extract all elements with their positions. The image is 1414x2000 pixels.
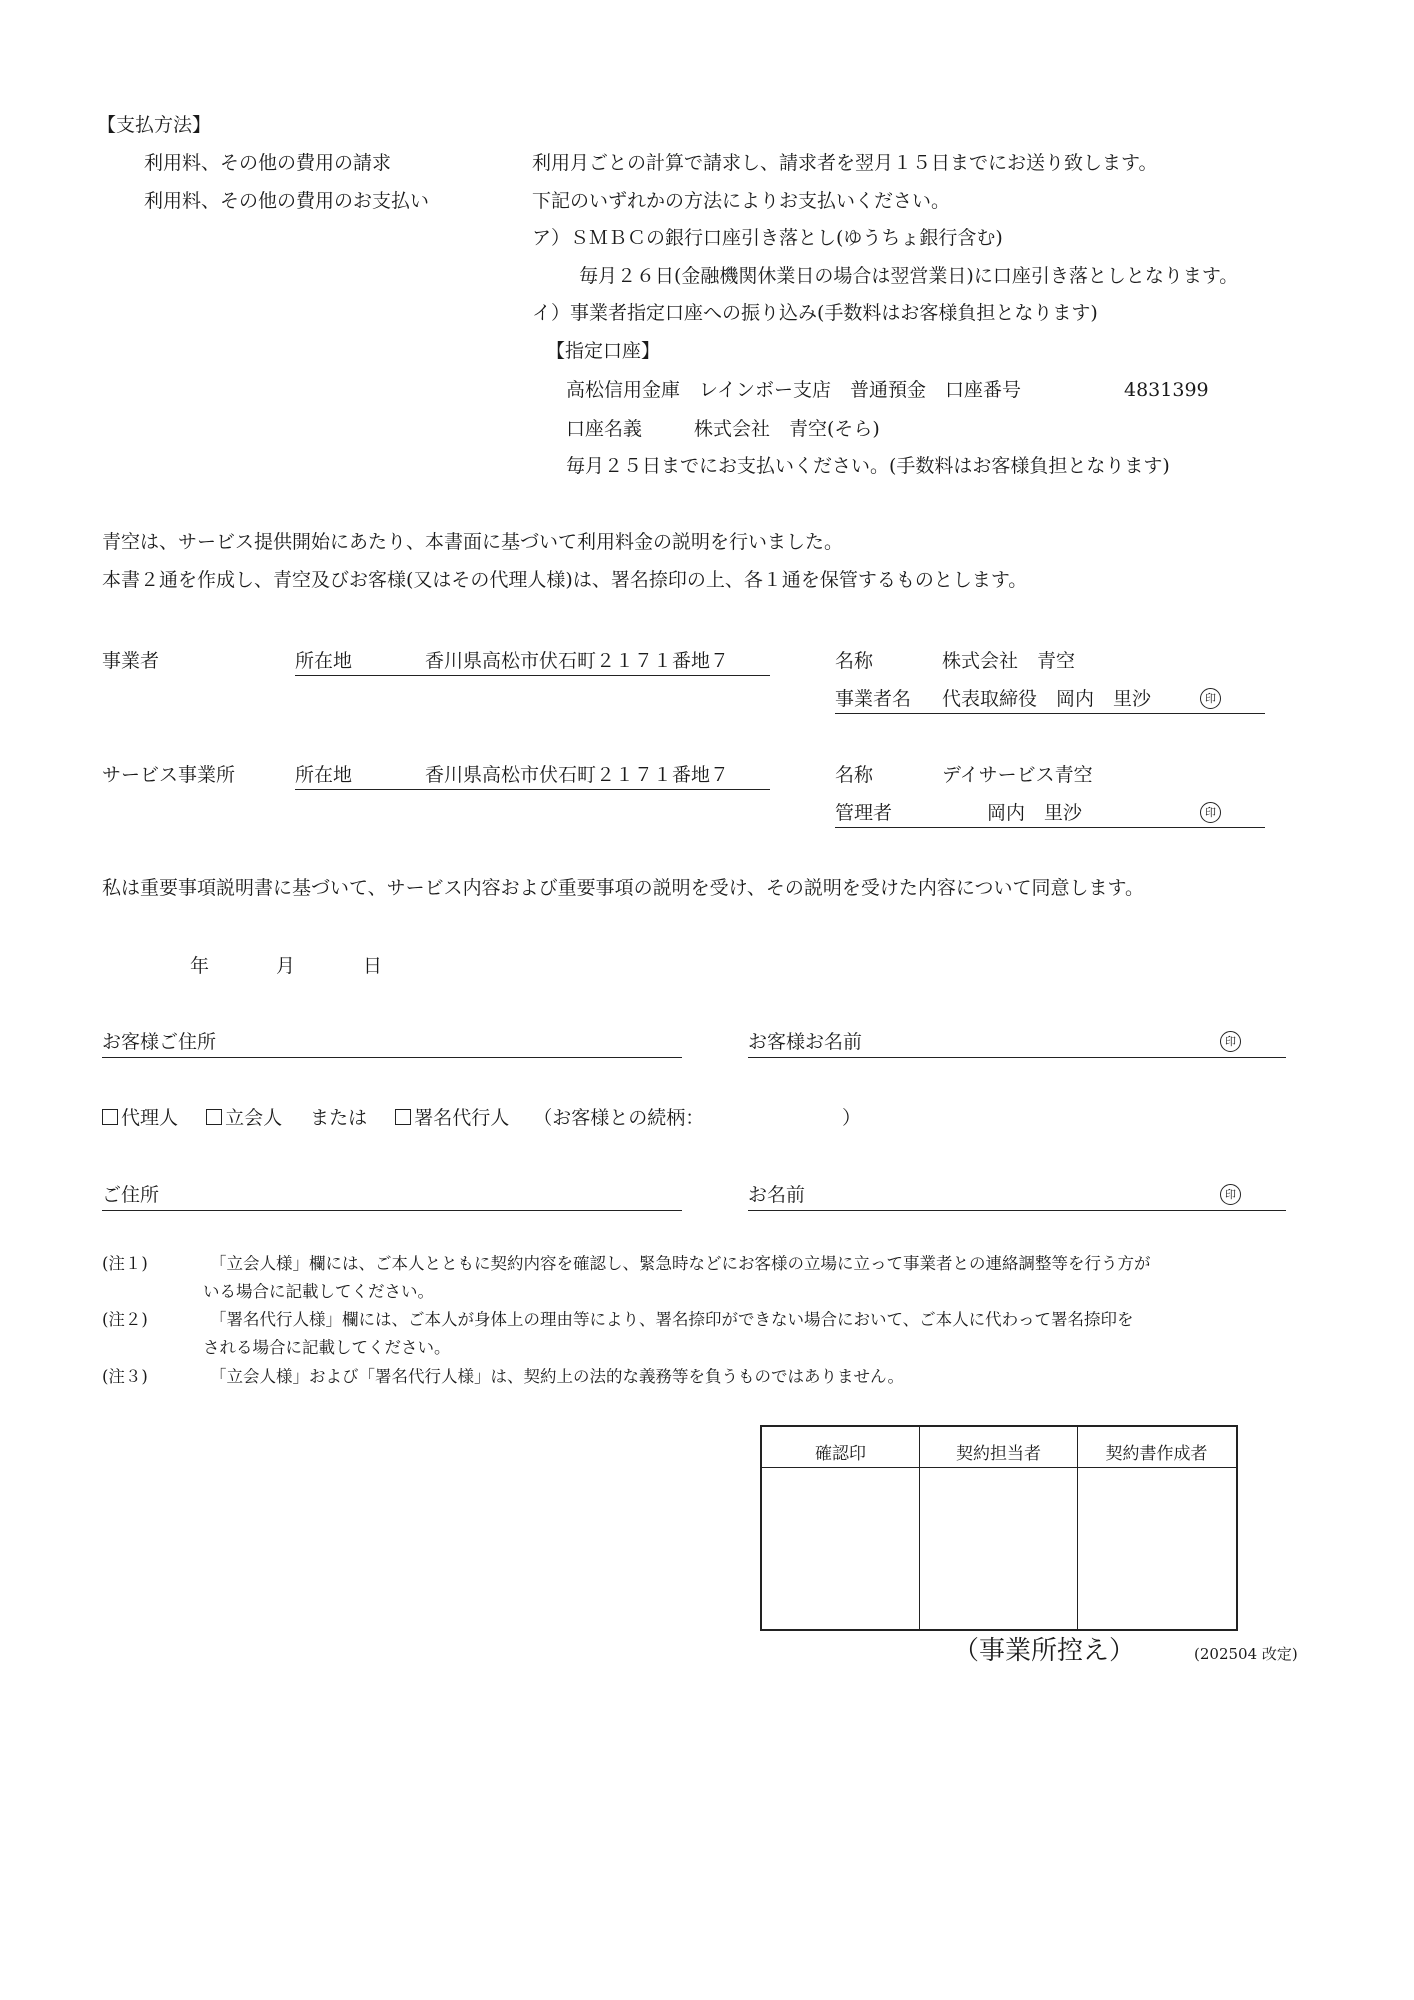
confirm-seal-cell[interactable] xyxy=(762,1468,919,1629)
office-name: デイサービス青空 xyxy=(942,764,1093,786)
payment-heading: 【支払方法】 xyxy=(97,114,212,136)
contract-staff-cell[interactable] xyxy=(920,1468,1077,1629)
agent-name-label: お名前 xyxy=(748,1184,806,1206)
contract-author-cell[interactable] xyxy=(1078,1468,1234,1629)
checkbox-icon xyxy=(206,1109,222,1125)
operator-rep-label: 事業者名 xyxy=(835,688,912,710)
operator-address-line xyxy=(295,652,770,676)
consent-text: 私は重要事項説明書に基づいて、サービス内容および重要事項の説明を受け、その説明を受けた内容について同意します。 xyxy=(102,877,1144,899)
relation-label: （お客様との続柄： xyxy=(533,1107,705,1129)
operator-rep: 代表取締役 岡内 里沙 xyxy=(942,688,1152,710)
note-2-line1: 「署名代行人様」欄には、ご本人が身体上の理由等により、署名捺印ができない場合において、ご本人に代わって署名捺印を xyxy=(210,1310,1134,1329)
checkbox-icon xyxy=(395,1109,411,1125)
account-deadline: 毎月２５日までにお支払いください。(手数料はお客様負担となります) xyxy=(566,455,1170,477)
pay-label: 利用料、その他の費用のお支払い xyxy=(144,190,430,212)
office-address: 香川県高松市伏石町２１７１番地７ xyxy=(425,764,730,786)
customer-address-label: お客様ご住所 xyxy=(102,1031,217,1053)
operator-address-label: 所在地 xyxy=(295,650,353,672)
office-label: サービス事業所 xyxy=(102,764,236,786)
customer-seal-icon: 印 xyxy=(1220,1031,1241,1052)
witness-option-label: 立会人 xyxy=(225,1107,283,1129)
account-holder-label: 口座名義 xyxy=(566,418,643,440)
operator-name: 株式会社 青空 xyxy=(942,650,1076,672)
office-address-line xyxy=(295,766,770,790)
date-month[interactable]: 月 xyxy=(276,955,296,977)
agent-option-label: 代理人 xyxy=(121,1107,179,1129)
option-a: ア）ＳＭＢＣの銀行口座引き落とし(ゆうちょ銀行含む) xyxy=(532,227,1003,249)
checkbox-icon xyxy=(102,1109,118,1125)
table-header-confirm-seal: 確認印 xyxy=(815,1444,866,1464)
agent-options xyxy=(102,1109,704,1128)
customer-address-field[interactable] xyxy=(102,1033,682,1058)
account-number: 4831399 xyxy=(1124,379,1209,401)
option-a-detail: 毎月２６日(金融機関休業日の場合は翌営業日)に口座引き落としとなります。 xyxy=(579,265,1239,287)
note-3-line1: 「立会人様」および「署名代行人様」は、契約上の法的な義務等を負うものではありません。 xyxy=(210,1367,904,1386)
date-day[interactable]: 日 xyxy=(363,955,383,977)
customer-name-label: お客様お名前 xyxy=(748,1031,863,1053)
note-1-line1: 「立会人様」欄には、ご本人とともに契約内容を確認し、緊急時などにお客様の立場に立って事業者との連絡調整等を行う方が xyxy=(210,1254,1151,1273)
agent-name-field[interactable] xyxy=(748,1186,1286,1211)
office-name-label: 名称 xyxy=(835,764,874,786)
account-holder: 株式会社 青空(そら) xyxy=(694,418,880,440)
agent-address-field[interactable] xyxy=(102,1186,682,1211)
or-text: または xyxy=(310,1107,368,1129)
office-manager: 岡内 里沙 xyxy=(987,802,1083,824)
agent-address-label: ご住所 xyxy=(102,1184,160,1206)
proxy-signer-option-label: 署名代行人 xyxy=(414,1107,510,1129)
copy-label: （事業所控え） xyxy=(953,1636,1136,1666)
pay-text: 下記のいずれかの方法によりお支払いください。 xyxy=(532,190,951,212)
date-year[interactable]: 年 xyxy=(190,955,210,977)
proxy-signer-checkbox[interactable] xyxy=(395,1107,509,1129)
note-1-mark: (注１) xyxy=(102,1254,148,1273)
statement-line1: 青空は、サービス提供開始にあたり、本書面に基づいて利用料金の説明を行いました。 xyxy=(102,531,844,553)
billing-label: 利用料、その他の費用の請求 xyxy=(144,152,392,174)
office-manager-label: 管理者 xyxy=(835,802,893,824)
operator-label: 事業者 xyxy=(102,650,160,672)
revision-label: (202504 改定) xyxy=(1194,1645,1298,1663)
note-2-mark: (注２) xyxy=(102,1310,148,1329)
account-heading: 【指定口座】 xyxy=(546,340,661,362)
note-2-line2: される場合に記載してください。 xyxy=(203,1338,451,1357)
note-1-line2: いる場合に記載してください。 xyxy=(203,1282,434,1301)
billing-text: 利用月ごとの計算で請求し、請求者を翌月１５日までにお送り致します。 xyxy=(532,152,1158,174)
customer-name-field[interactable] xyxy=(748,1033,1286,1058)
statement-line2: 本書２通を作成し、青空及びお客様(又はその代理人様)は、署名捺印の上、各１通を保管するものとします。 xyxy=(102,569,1028,591)
operator-rep-line xyxy=(835,690,1265,714)
office-manager-line xyxy=(835,804,1265,828)
office-seal-icon: 印 xyxy=(1200,802,1221,823)
table-header-contract-staff: 契約担当者 xyxy=(956,1444,1041,1464)
witness-checkbox[interactable] xyxy=(206,1107,282,1129)
note-3-mark: (注３) xyxy=(102,1367,148,1386)
agent-checkbox[interactable] xyxy=(102,1107,178,1129)
confirmation-table xyxy=(760,1425,1238,1631)
table-header-contract-author: 契約書作成者 xyxy=(1105,1444,1208,1464)
operator-name-label: 名称 xyxy=(835,650,874,672)
option-i: イ）事業者指定口座への振り込み(手数料はお客様負担となります) xyxy=(532,302,1098,324)
office-address-label: 所在地 xyxy=(295,764,353,786)
operator-address: 香川県高松市伏石町２１７１番地７ xyxy=(425,650,730,672)
operator-seal-icon: 印 xyxy=(1200,688,1221,709)
agent-seal-icon: 印 xyxy=(1220,1184,1241,1205)
relation-close: ） xyxy=(842,1107,862,1129)
account-bank: 高松信用金庫 レインボー支店 普通預金 口座番号 xyxy=(566,379,1022,401)
